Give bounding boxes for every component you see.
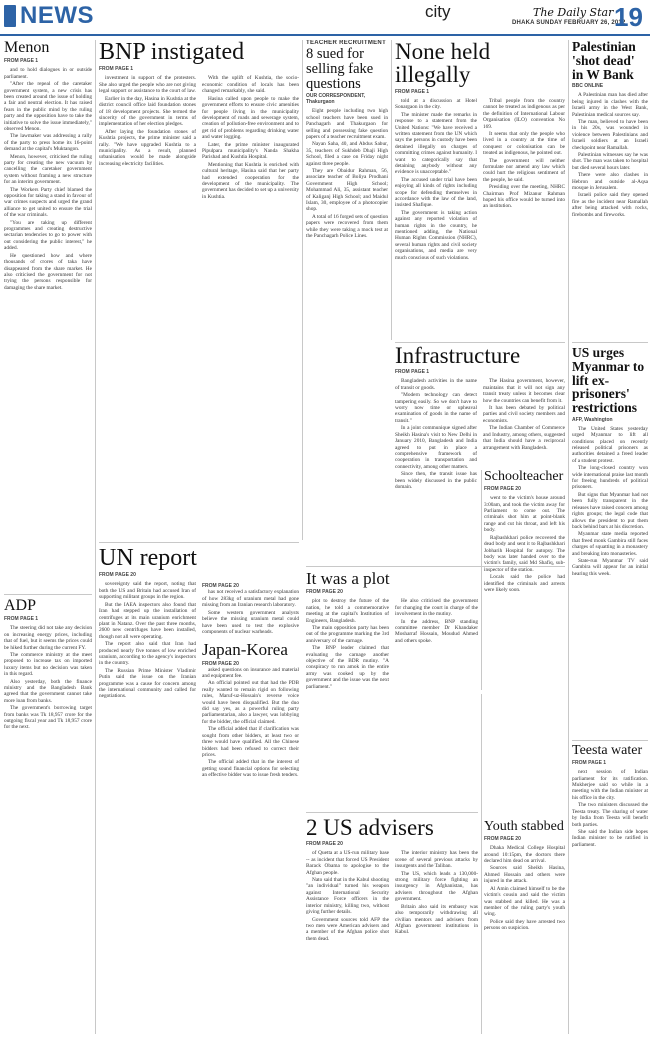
paragraph: "After the repeal of the caretaker government system, a new crisis has been created around the issue of holding a fair and neutral election. It has raised fears in the public mind by the ruling party and the opposition have to take the initiative to solve the issue immediately," observed Menon. bbox=[4, 81, 92, 132]
paragraph: The BNP leader claimed that evaluating the carnage another objective of the BDR mutiny. "A conspiracy to run amok in the entire army was cooked up by the government and the issue was the next parliament." bbox=[306, 645, 389, 690]
paragraph: Tribal people from the country cannot be treated as indigenous as per the definition of International Labour Organisation (ILO) convention No 169. bbox=[483, 97, 565, 130]
article-schoolteacher bbox=[484, 470, 565, 690]
headline: Teesta water bbox=[572, 744, 643, 758]
paragraph: The United States yesterday urged Myanmar to lift all conditions placed on recently released political prisoners as authorities detained a freed leader of a student protest. bbox=[572, 425, 648, 464]
byline: FROM PAGE 1 bbox=[99, 66, 134, 73]
paragraph: He also criticised the government for changing the court in charge of the involvement in the mutiny. bbox=[395, 598, 478, 618]
paragraph: Police said they have arrested two persons on suspicion. bbox=[484, 918, 565, 932]
headline: ADP bbox=[4, 598, 37, 614]
paragraph: Israeli police said they opened fire as the incident near Ramallah after being attacked with rocks, firebombs and fireworks. bbox=[572, 192, 648, 218]
paragraph: of Quetta at a US-run military base -- as incident that forced US President Barack Obama to apologise to the Afghan people. bbox=[306, 850, 389, 876]
newspaper-name: The Daily Star bbox=[533, 6, 614, 19]
headline: BNP instigated bbox=[99, 40, 245, 65]
byline: FROM PAGE 20 bbox=[202, 583, 239, 590]
paragraph: But signs that Myanmar had not been fully transparent in the releases have raised concern among rights groups; the legal code that allows the president to put them back behind bars at his discretion. bbox=[572, 491, 648, 530]
paragraph: The man, believed to have been in his 20s, was wounded in violence between Palestinians and Israeli soldiers at an Israeli checkpoint near Ramallah. bbox=[572, 118, 648, 151]
paragraph: The report also said that Iran had produced nearly five tonnes of low enriched uranium, according to the agency's inspectors in the country. bbox=[99, 641, 196, 667]
article-un-report bbox=[99, 546, 299, 1034]
headline: Youth stabbed bbox=[484, 820, 564, 834]
paragraph: Also yesterday, both the finance ministry and the Bangladesh Bank agreed that the government cannot take more loan from banks. bbox=[4, 678, 92, 704]
headline: 8 sued for selling fake questions bbox=[306, 46, 374, 92]
paragraph: went to the victim's house around 3:00am, and took the victim away for Parliament to come out. The criminals shot him at point-blank range and cut his throat, and left his body. bbox=[484, 495, 565, 534]
paragraph: There were also clashes in Hebron and outside al-Aqsa mosque in Jerusalem. bbox=[572, 172, 648, 191]
article-none-held-illegally bbox=[395, 40, 565, 340]
headline: None held illegally bbox=[395, 40, 491, 88]
section-name: NEWS bbox=[20, 2, 94, 29]
masthead-rule bbox=[0, 34, 650, 36]
article-youth-stabbed bbox=[484, 820, 565, 1034]
column-rule bbox=[481, 694, 482, 1034]
paragraph: told at a discussion at Hotel Sonargaon in the city. bbox=[395, 97, 477, 111]
article-bnp-instigated bbox=[99, 40, 299, 540]
paragraph: The interior ministry has been the scene of several previous attacks by insurgents and the Taliban. bbox=[395, 850, 478, 870]
divider bbox=[99, 542, 299, 543]
paragraph: A Palestinian man has died after being injured in clashes with the Israeli army in the West Bank, Palestinian medical sources say. bbox=[572, 92, 648, 118]
paragraph: next session of Indian parliament for its ratification. Mukherjee said so while in a meeting with the Indian minister at his office in the city. bbox=[572, 769, 648, 801]
article-teesta-water bbox=[572, 744, 648, 1034]
headline: US urges Myanmar to lift ex-prisoners' restrictions bbox=[572, 346, 645, 416]
byline: FROM PAGE 1 bbox=[395, 369, 430, 376]
page-kicker: city bbox=[425, 2, 451, 21]
paragraph: Hasina called upon people to make the government efforts to ensure civic amenities for people living in the municipality development of roads and sewerage system, creation of pollution-free environment and to get rid of problems regarding drinking water and water logging. bbox=[202, 95, 299, 141]
byline: AFP, Washington bbox=[572, 416, 613, 423]
paragraph: Menon, however, criticised the ruling party for creating the new vacuum by cancelling the caretaker government system without framing a new structure for an interim government. bbox=[4, 153, 92, 186]
paragraph: investment in support of the protesters. She also urged the people who are not giving legal support or assistance to the court of law. bbox=[99, 75, 196, 95]
paragraph: The Hasina government, however, maintains that it will not sign any transit treaty unless it becomes clear how the countries can benefit from it. bbox=[483, 378, 565, 404]
byline: FROM PAGE 20 bbox=[202, 660, 239, 667]
byline: FROM PAGE 20 bbox=[306, 589, 343, 596]
paragraph: But the IAEA inspectors also found that Iran had stepped up the installation of centrifuges at its main uranium enrichment plant in Natanz. Over the past three months, 2600 new centrifuges have been installed, though not all were operating. bbox=[99, 601, 196, 640]
paragraph: The official added that in the interest of getting sound financial options for selecting an effective bidder was to issue fresh tenders. bbox=[202, 759, 299, 779]
paragraph: Presiding over the meeting, NHRC Chairman Prof Mizanur Rahman hoped his office would be turned into an institution. bbox=[483, 184, 565, 210]
byline: FROM PAGE 20 bbox=[306, 841, 343, 848]
paragraph: It seems that only the people who lived in a country at the time of conquest or colonisation can be treated as indigenous, he pointed out. bbox=[483, 130, 565, 157]
divider bbox=[572, 740, 648, 741]
headline: Palestinian 'shot dead' in W Bank bbox=[572, 40, 636, 82]
divider bbox=[306, 566, 565, 567]
paragraph: Myanmar state media reported that freed monk Gambira still faces charges of squatting in a monastery and breaking into monasteries. bbox=[572, 531, 648, 557]
paragraph: It has been debated by political parties and civil society members and economists. bbox=[483, 405, 565, 424]
paragraph: Dhaka Medical College Hospital around 10:15pm, the doctors there declared him dead on arrival. bbox=[484, 845, 565, 865]
paragraph: The long-closed country won wide international praise last month for freeing hundreds of political prisoners. bbox=[572, 465, 648, 491]
paragraph: The Russian Prime Minister Vladimir Putin said the issue on the Iranian programme was a cause for concern among the international community and called for negotiations. bbox=[99, 667, 196, 700]
paragraph: The commerce ministry at the meet proposed to increase tax on imported luxury items but no decision was taken in this regard. bbox=[4, 651, 92, 678]
paragraph: plot to destroy the future of the nation, he told a commemorative meeting at the capital's Institution of Engineers, Bangladesh. bbox=[306, 598, 389, 624]
paragraph: Britain also said its embassy was also temporarily withdrawing all civilian mentors and advisers from Afghan government institutions in Kabul. bbox=[395, 903, 478, 936]
section-marker-icon bbox=[4, 5, 16, 27]
paragraph: Government sources told AFP the two men were American advisers and a member of the Afghan police shot them dead. bbox=[306, 916, 389, 942]
paragraph: Bangladesh activities in the name of transit or goods. bbox=[395, 378, 477, 391]
headline: UN report bbox=[99, 546, 197, 571]
dateline: DHAKA SUNDAY FEBRUARY 26, 2012 bbox=[512, 20, 626, 26]
section-brand bbox=[4, 4, 94, 28]
column-rule bbox=[95, 40, 96, 1034]
headline: It was a plot bbox=[306, 570, 390, 588]
byline: BBC ONLINE bbox=[572, 83, 604, 90]
paragraph: They are Obaidur Rahman, 56, associate teacher of Boliya Prodhani Government High School; Mohammad Ali, 35, assistant teacher of Kaliganj High School; and Maidul Islam, 30, employee of a photocopier shop. bbox=[306, 168, 388, 213]
headline: Menon bbox=[4, 40, 50, 56]
byline: FROM PAGE 1 bbox=[4, 616, 39, 623]
byline: FROM PAGE 1 bbox=[395, 88, 430, 95]
paragraph: Later, the prime minister inaugurated Pipulpara municipality's Nanda Shakha Parishad and Kushtia Hospital. bbox=[202, 141, 299, 161]
page-number: 19 bbox=[614, 2, 643, 32]
paragraph: An official pointed out that had the PDB really wanted to remain rigid on following rules, Maruf-uz-Hossain's reverse voice would have been disqualified. But the duo did say yes, as a powerful ruling party parliamentarian, also a lawyer, was lobbying for the bidder, the official claimed. bbox=[202, 680, 299, 725]
paragraph: The two ministers discussed the Teesta treaty. The sharing of water by India from Teesta will benefit both parties. bbox=[572, 802, 648, 828]
paragraph: The government is taking action against any reported violation of human rights in the country, he mentioned adding, the National Human Rights Commission (NHRC), several human rights and civil society organisations, and media are very much conscious of such violations. bbox=[395, 209, 477, 261]
paragraph: Mentioning that Kushtia is enriched with cultural heritage, Hasina said that her party had extended cooperation for the development of the municipality. The government has decided to set up a university in Kushtia. bbox=[202, 161, 299, 200]
paragraph: and to hold dialogues in or outside parliament. bbox=[4, 67, 92, 80]
headline: Schoolteacher bbox=[484, 470, 564, 484]
byline: FROM PAGE 20 bbox=[484, 836, 521, 843]
byline: FROM PAGE 1 bbox=[572, 760, 607, 767]
byline: FROM PAGE 20 bbox=[484, 486, 521, 493]
column-rule bbox=[481, 470, 482, 690]
paragraph: Since then, the transit issue has been widely discussed in the public domain. bbox=[395, 471, 477, 490]
paragraph: The government's borrowing target from banks was Tk 18,957 crore for the outgoing fiscal year and Tk 18,957 crore for the next. bbox=[4, 705, 92, 731]
paragraph: The steering did not take any decision on increasing energy prices, including that of fuel, but it seems the prices could be hiked further during the current FY. bbox=[4, 625, 92, 651]
article-palestinian bbox=[572, 40, 648, 340]
article-menon bbox=[4, 40, 92, 592]
article-adp bbox=[4, 598, 92, 1034]
paragraph: A total of 16 forged sets of question papers were recovered from them while they were taking a mock test at the Panchagarh Police Lines. bbox=[306, 213, 388, 240]
paragraph: Rajbashkhari police recovered the dead body and sent it to Rajbashkhari Jobharih Hospital for autopsy. The body was later handed over to the victim's family, said Md Shafiq, sub-inspector of the station. bbox=[484, 534, 565, 573]
paragraph: "You are taking up different programmes and creating destructive sectarian tendencies to go to power with out considering the public interest," he added. bbox=[4, 219, 92, 252]
divider bbox=[395, 342, 565, 343]
paragraph: asked questions on insurance and material and equipment fee. bbox=[202, 666, 299, 680]
column-rule bbox=[568, 40, 569, 1034]
paragraph: The main opposition party has been out of the programme marking the 3rd anniversary of the carnage. bbox=[306, 624, 389, 644]
paragraph: With the uplift of Kushtia, the socio-economic condition of locals has been changed remarkably, she said. bbox=[202, 75, 299, 95]
paragraph: Nato said that in the Kabul shooting "an individual" turned his weapon against International Security Assistance Force officers in the interior ministry, killing two, without giving further details. bbox=[306, 877, 389, 916]
article-us-urges-myanmar bbox=[572, 346, 648, 738]
paragraph: Some western government analysts believe the missing uranium metal could have been used to test the explosive components of nuclear warheads. bbox=[202, 609, 299, 635]
paragraph: The US, which leads a 130,000-strong military force fighting an insurgency in Afghanistan, has advisers throughout the Afghan government. bbox=[395, 870, 478, 903]
paragraph: In a joint communique signed after Sheikh Hasina's visit to New Delhi in January 2010, Bangladesh and India agreed to put in place a comprehensive framework of cooperation in transportation and connectivity, among other matters. bbox=[395, 425, 477, 470]
byline: FROM PAGE 1 bbox=[4, 58, 39, 65]
article-it-was-a-plot bbox=[306, 570, 478, 808]
paragraph: The accused under trial have been enjoying all kinds of rights including scope for defending themselves in accordance with the law of the land, insisted Shafique. bbox=[395, 176, 477, 209]
column-rule bbox=[391, 40, 392, 340]
paragraph: The Workers Party chief blamed the opposition for taking a stand in favour of war crimes suspects and urged the grand alliance to get united to ensure the trial of the war criminals. bbox=[4, 186, 92, 219]
paragraph: has not received a satisfactory explanation of how 283kg of uranium metal had gone missing from an Iranian research laboratory. bbox=[202, 589, 299, 609]
paragraph: The government will neither formulate nor amend any law which could hurt the religious sentiment of the people, he said. bbox=[483, 157, 565, 183]
kicker: TEACHER RECRUITMENT bbox=[306, 40, 387, 46]
column-rule bbox=[302, 40, 303, 540]
paragraph: The Indian Chamber of Commerce and Industry, among others, suggested that India should have a reciprocal arrangement with Bangladesh. bbox=[483, 425, 565, 451]
byline: OUR CORRESPONDENT, Thakurgaon bbox=[306, 93, 366, 106]
divider bbox=[572, 342, 648, 343]
article-us-advisers bbox=[306, 816, 478, 1034]
paragraph: Earlier in the day, Hasina in Kushtia at the district council office laid foundation stones of 18 development projects. She termed the sincerity of the government in terms of implementation of her election pledges. bbox=[99, 95, 196, 128]
paragraph: "Modern technology can detect tampering easily. So we don't have to worry now time or upheaval examination of goods in the name of transit." bbox=[395, 392, 477, 424]
paragraph: The minister made the remarks in response to a statement from the United Nations: "We have received a written statement from the UN which says the persons in custody have been detained illegally on charges of committing crimes against humanity. I want to categorically say that detaining anybody without any evidence is unacceptable." bbox=[395, 111, 477, 176]
paragraph: Locals said the police had identified the criminals and arrests were likely soon. bbox=[484, 574, 565, 593]
divider bbox=[306, 812, 478, 813]
paragraph: The lawmaker was addressing a rally of the party to press home its 16-point demand at the capital's Muktangon. bbox=[4, 133, 92, 153]
paragraph: Nayan Saha, 40, and Abdus Sabur, 35, teachers of Sukhdeb Dhaji High School, filed a case on Friday night against three people. bbox=[306, 141, 388, 167]
headline: Infrastructure bbox=[395, 344, 521, 368]
paragraph: sovereignty said the report, noting that both the US and Britain had accused Iran of supporting militant groups in the region. bbox=[99, 581, 196, 601]
headline: 2 US advisers bbox=[306, 816, 434, 840]
article-fake-questions bbox=[306, 40, 388, 540]
paragraph: Sources said Sheikh Hasina, Ahmed Hossain and others were injured in the attack. bbox=[484, 865, 565, 885]
paragraph: In the address, BNP standing committee member Dr Khandaker Mosharraf Hossain, Moudud Ahmed and others spoke. bbox=[395, 618, 478, 644]
paragraph: State-run Myanmar TV said Gambira will appear for an initial hearing this week. bbox=[572, 557, 648, 577]
paragraph: The official added that if clarification was sought from other bidders, at least two or three would have qualified. All the Chinese bidders had been refused to correct their prices. bbox=[202, 726, 299, 758]
byline: FROM PAGE 20 bbox=[99, 572, 136, 579]
masthead bbox=[0, 0, 650, 34]
divider bbox=[4, 594, 92, 595]
paragraph: After laying the foundation stones of Kushtia projects, the prime minister said a rally. "We have upgraded Kushtia to a municipality. As a result, planned urbanisation would be made alongside increasing electricity facilities. bbox=[99, 128, 196, 167]
headline: Japan-Korea bbox=[202, 640, 288, 660]
paragraph: Palestinian witnesses say he was shot. The man was taken to hospital but died several hours later. bbox=[572, 151, 648, 171]
paragraph: Al Amin claimed himself to be the victim's cousin and said the victim was stabbed and killed. He was a member of the ruling party's youth wing. bbox=[484, 885, 565, 918]
paragraph: He questioned how and where thousands of crores of taka have disappeared from the share market. He also criticised the government for not trying the persons responsible for damaging the share market. bbox=[4, 252, 92, 291]
paragraph: Eight people including two high school teachers have been sued in Panchagarh and Thakurgaon for selling and possessing fake question papers of a teacher recruitment exam. bbox=[306, 108, 388, 140]
paragraph: She said the Indian side hopes Indian minister to be ratified in parliament. bbox=[572, 828, 648, 848]
